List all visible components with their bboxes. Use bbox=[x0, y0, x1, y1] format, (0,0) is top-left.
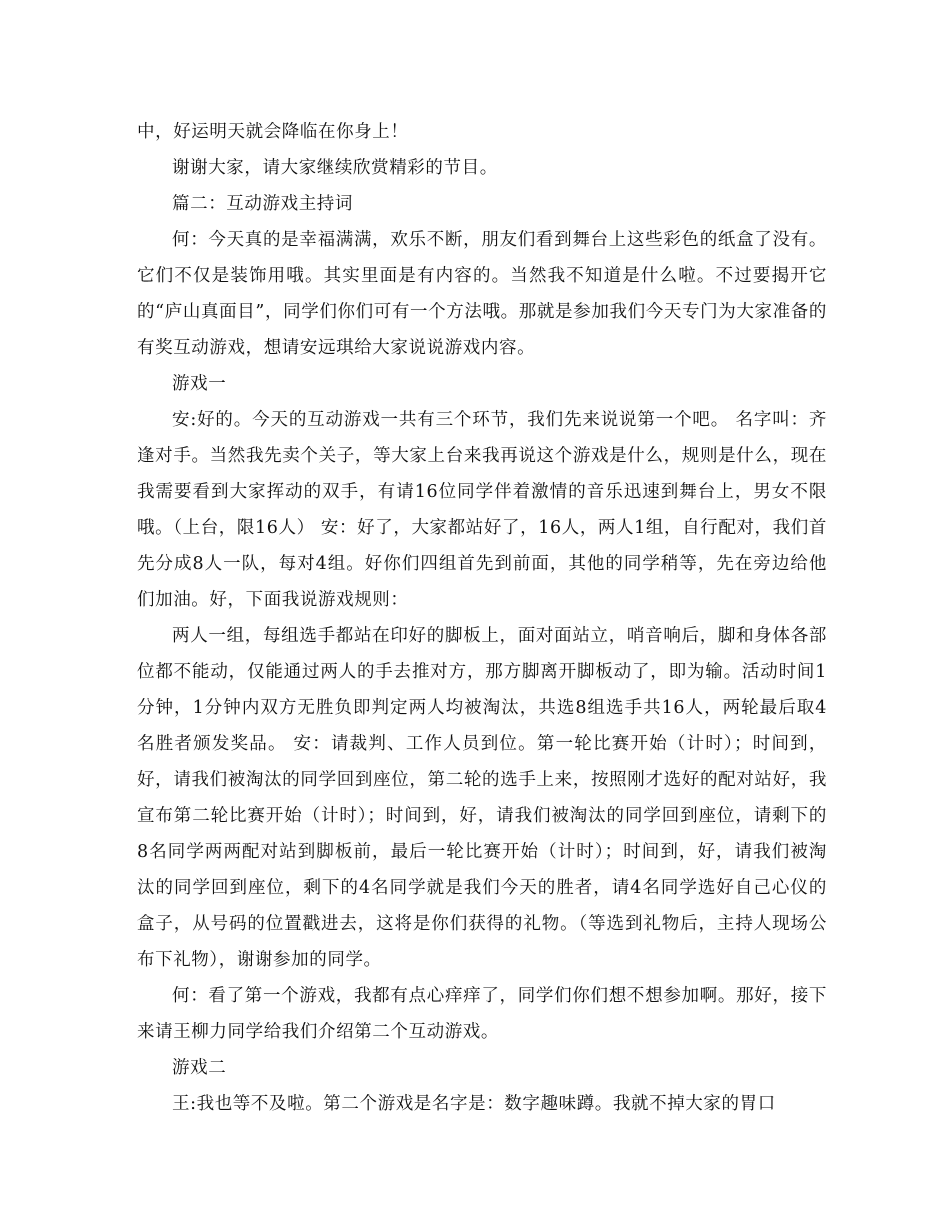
paragraph-1: 中，好运明天就会降临在你身上！ bbox=[137, 122, 409, 142]
paragraph-2: 谢谢大家，请大家继续欣赏精彩的节目。 bbox=[172, 158, 498, 178]
paragraph-4: 何：今天真的是幸福满满，欢乐不断，朋友们看到舞台上这些彩色的纸盒了没有。它们不仅是装饰用哦。其实里面是有内容的。当然我不知道是什么啦。不过要揭开它的“庐山真面目”，同学们你们可有一个方法哦。那就是参加我们今天专门为大家准备的有奖互动游戏，想请安远琪给大家说说游戏内容。 bbox=[137, 230, 827, 358]
section-heading: 篇二：互动游戏主持词 bbox=[172, 194, 353, 214]
paragraph-7: 两人一组，每组选手都站在印好的脚板上，面对面站立，哨音响后，脚和身体各部位都不能动，仅能通过两人的手去推对方，那方脚离开脚板动了，即为输。活动时间1分钟，1分钟内双方无胜负即判定两人均被淘汰，共选8组选手共16人，两轮最后取4名胜者颁发奖品。 安：请裁判、工作人员到位。第一轮比赛开始（计时）；时间到，好，请我们被淘汰的同学回到座位，第二轮的选手上来，按照刚才选好的配对站好，我宣布第二轮比赛开始（计时）；时间到，好，请我们被淘汰的同学回到座位，请剩下的8名同学两两配对站到脚板前，最后一轮比赛开始（计时）；时间到，好，请我们被淘汰的同学回到座位，剩下的4名同学就是我们今天的胜者，请4名同学选好自己心仪的盒子，从号码的位置戳进去，这将是你们获得的礼物。（等选到礼物后，主持人现场公布下礼物），谢谢参加的同学。 bbox=[137, 626, 827, 970]
paragraph-10: 王:我也等不及啦。第二个游戏是名字是：数字趣味蹲。我就不掉大家的胃口 bbox=[172, 1094, 776, 1114]
paragraph-8: 何：看了第一个游戏，我都有点心痒痒了，同学们你们想不想参加啊。那好，接下来请王柳力同学给我们介绍第二个互动游戏。 bbox=[137, 986, 827, 1042]
paragraph-6: 安:好的。今天的互动游戏一共有三个环节，我们先来说说第一个吧。 名字叫：齐逢对手。当然我先卖个关子，等大家上台来我再说这个游戏是什么，规则是什么，现在我需要看到大家挥动的双手，有请16位同学伴着激情的音乐迅速到舞台上，男女不限哦。（上台，限16人） 安：好了，大家都站好了，16人，两人1组，自行配对，我们首先分成8人一队，每对4组。好你们四组首先到前面，其他的同学稍等，先在旁边给他们加油。好，下面我说游戏规则： bbox=[137, 410, 827, 610]
document-body bbox=[137, 114, 827, 1122]
game-one-heading: 游戏一 bbox=[172, 374, 227, 394]
game-two-heading: 游戏二 bbox=[172, 1058, 227, 1078]
